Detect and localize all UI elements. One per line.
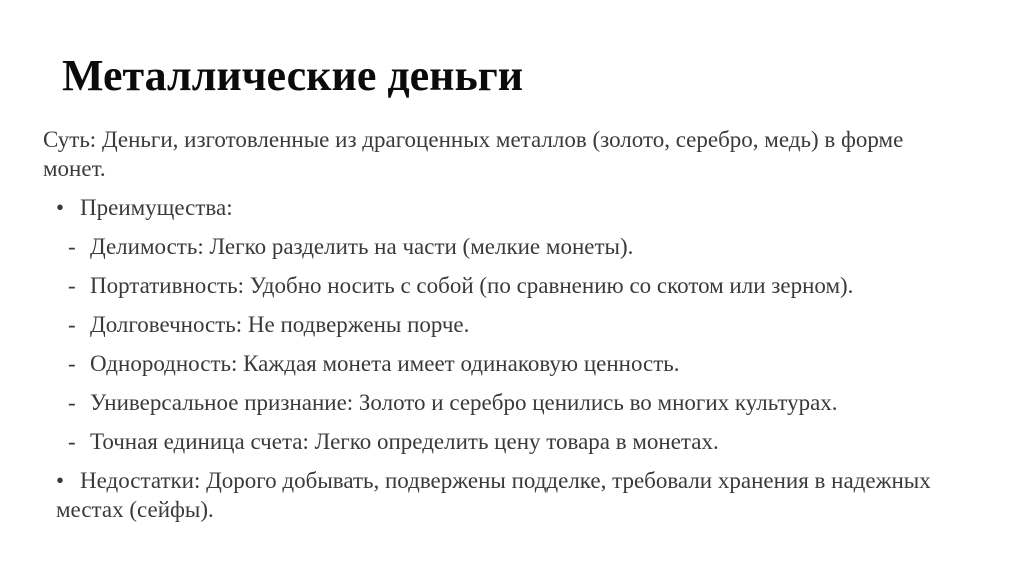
advantage-text: Точная единица счета: Легко определить цену товара в монетах. — [90, 429, 719, 454]
advantage-item — [43, 271, 943, 300]
bullet-icon: • — [56, 468, 65, 493]
advantages-bullet — [43, 193, 943, 222]
advantage-item — [43, 427, 943, 456]
dash-icon: - — [68, 390, 76, 415]
advantage-item — [43, 310, 943, 339]
advantage-text: Портативность: Удобно носить с собой (по сравнению со скотом или зерном). — [90, 273, 854, 298]
advantage-item — [43, 388, 943, 417]
dash-icon: - — [68, 273, 76, 298]
advantage-text: Универсальное признание: Золото и серебро ценились во многих культурах. — [90, 390, 838, 415]
advantage-text: Делимость: Легко разделить на части (мелкие монеты). — [90, 234, 634, 259]
advantage-item — [43, 349, 943, 378]
advantage-item — [43, 232, 943, 261]
dash-icon: - — [68, 312, 76, 337]
slide-content — [43, 125, 943, 534]
bullet-icon: • — [56, 195, 65, 220]
advantage-text: Долговечность: Не подвержены порче. — [90, 312, 470, 337]
disadvantages-bullet — [43, 466, 943, 524]
essence-text: Суть: Деньги, изготовленные из драгоценных металлов (золото, серебро, медь) в форме монет. — [43, 127, 904, 181]
disadvantages-text: Недостатки: Дорого добывать, подвержены подделке, требовали хранения в надежных местах (сейфы). — [56, 468, 931, 522]
advantage-text: Однородность: Каждая монета имеет одинаковую ценность. — [90, 351, 680, 376]
dash-icon: - — [68, 429, 76, 454]
advantages-heading: Преимущества: — [80, 195, 233, 220]
dash-icon: - — [68, 351, 76, 376]
slide-title: Металлические деньги — [62, 51, 524, 100]
dash-icon: - — [68, 234, 76, 259]
